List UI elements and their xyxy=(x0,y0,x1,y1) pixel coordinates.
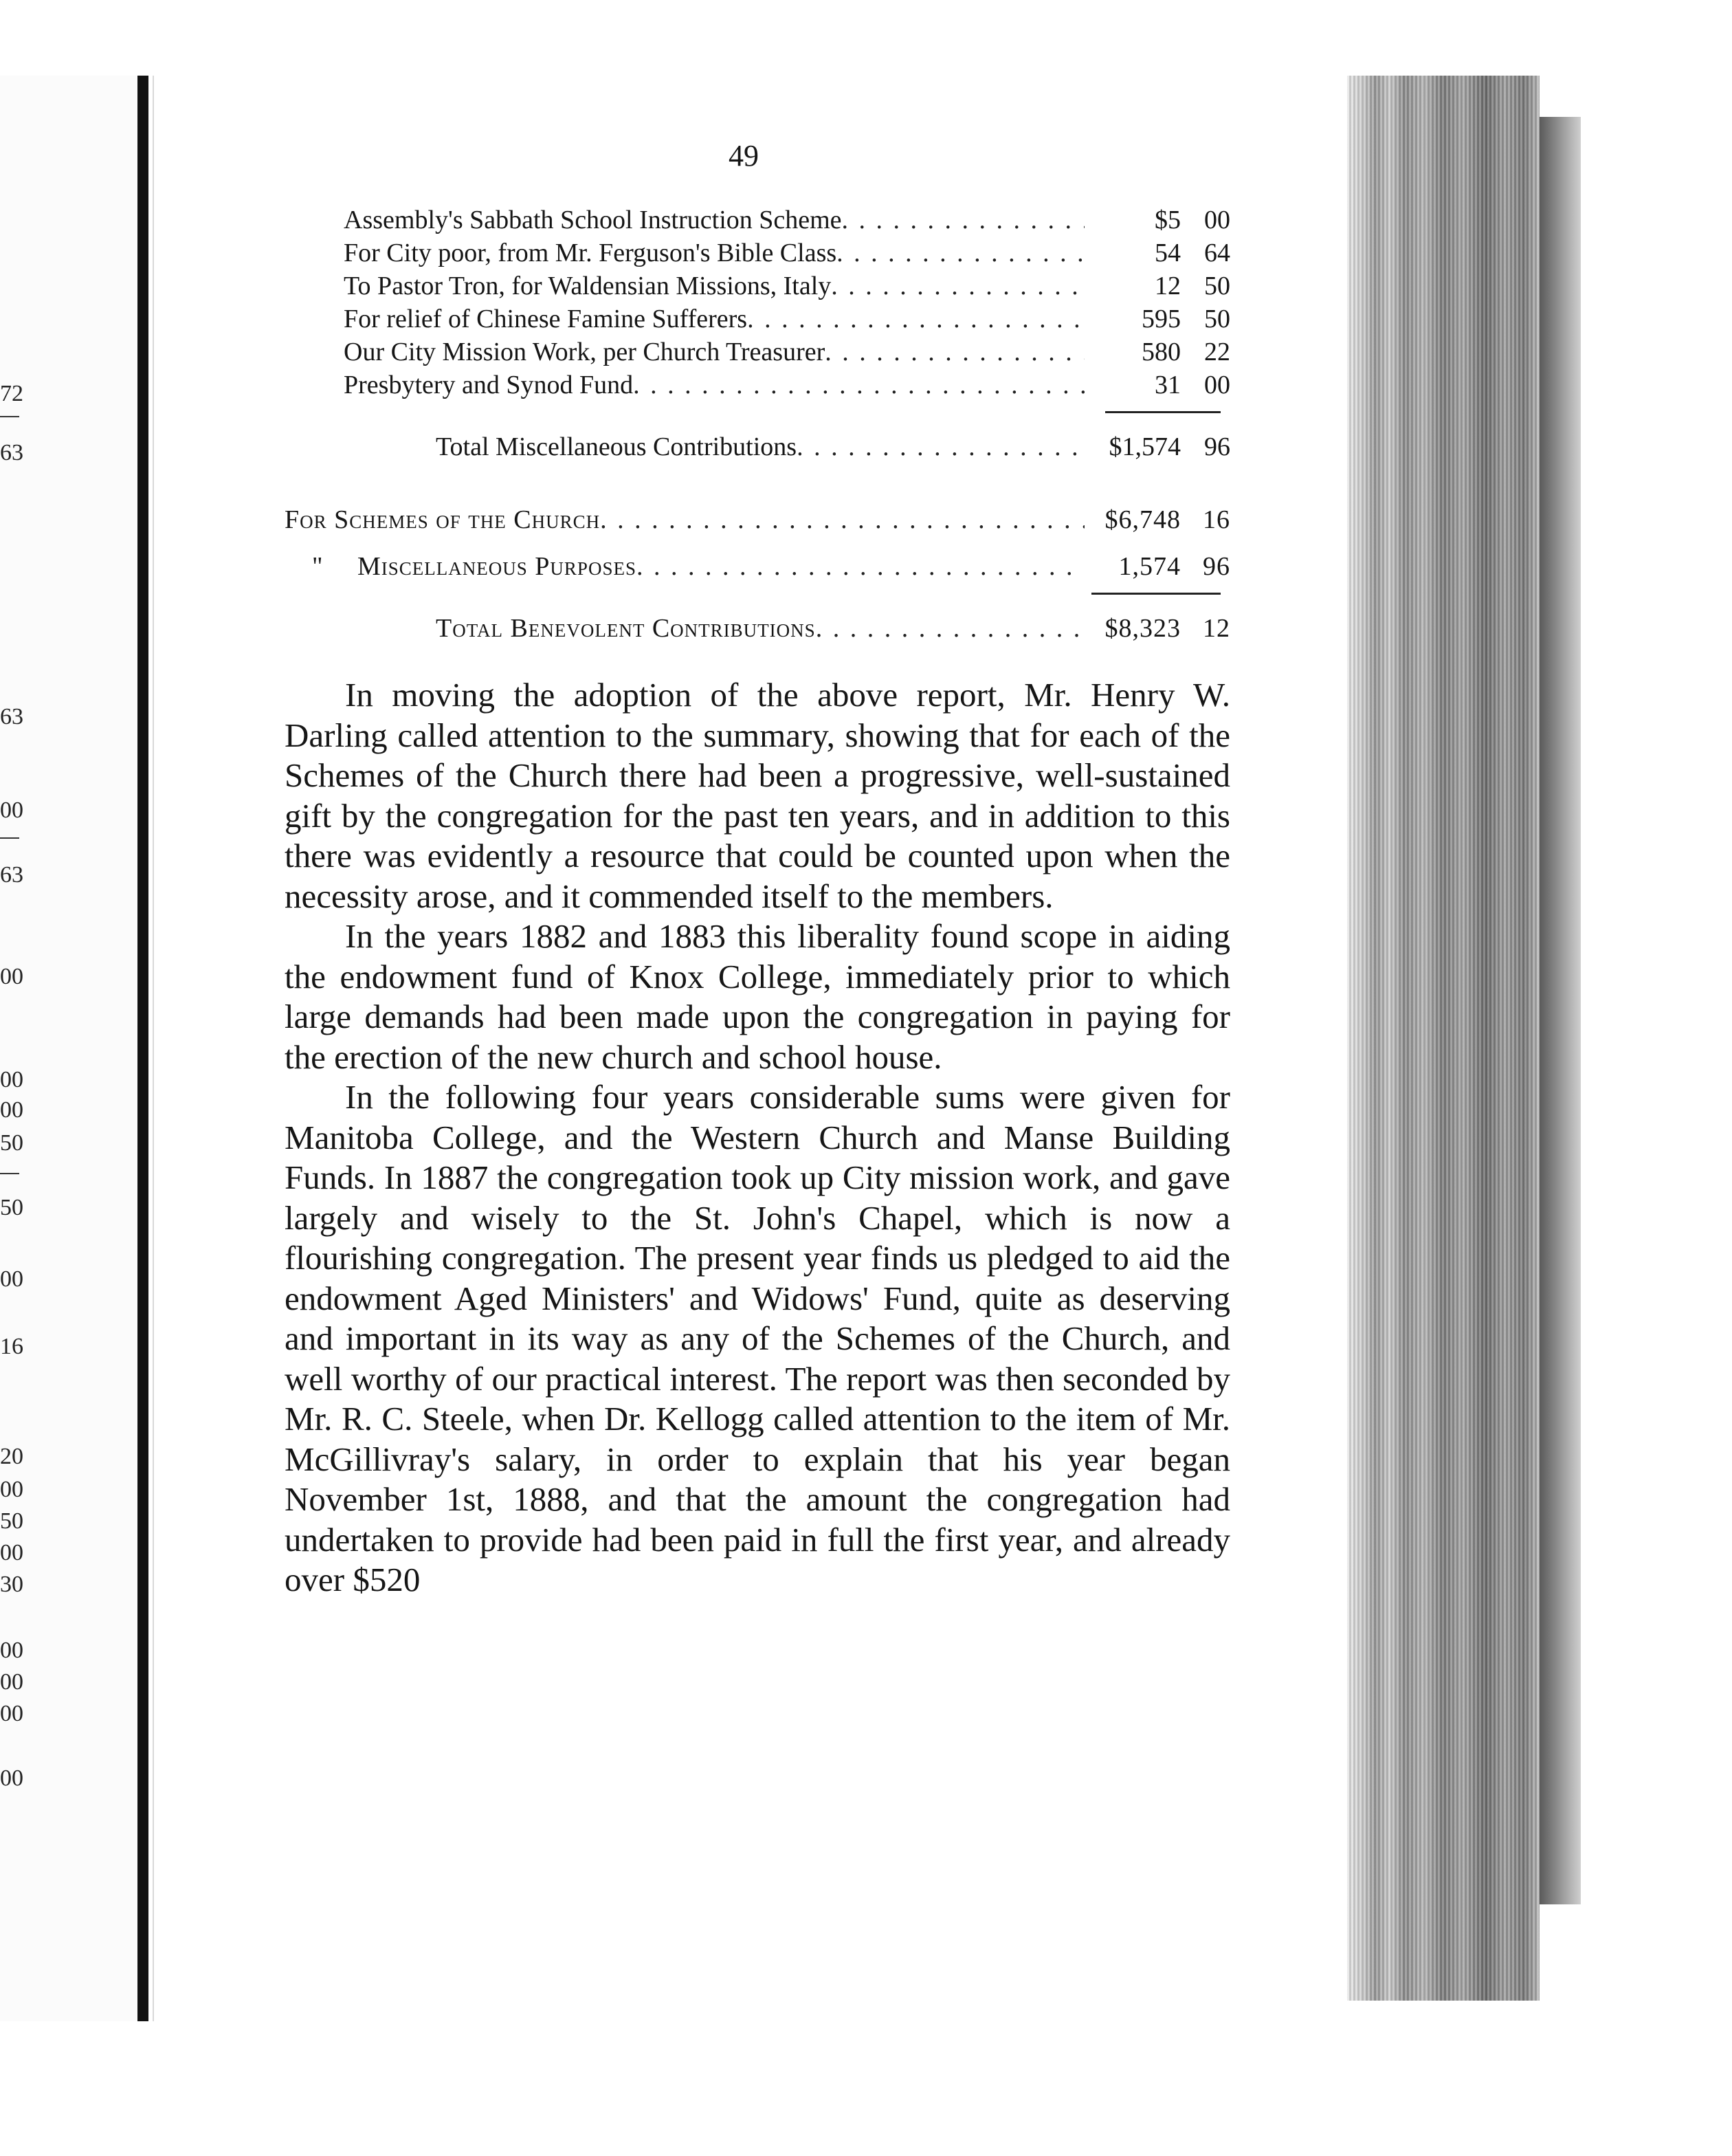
total-misc-row xyxy=(436,430,1230,463)
dot-leader xyxy=(831,270,1085,302)
margin-number: 20 xyxy=(0,1444,23,1469)
summary-dollars: $6,748 xyxy=(1104,505,1181,534)
margin-number: 00 xyxy=(0,1067,23,1092)
ledger-row xyxy=(344,204,1230,236)
margin-number: 63 xyxy=(0,862,23,888)
ledger-dollars: 580 xyxy=(1142,338,1181,366)
dot-leader xyxy=(842,204,1085,236)
dot-leader xyxy=(836,236,1085,270)
ledger-dollars: 12 xyxy=(1155,272,1181,300)
margin-number: 50 xyxy=(0,1195,23,1220)
margin-number: 50 xyxy=(0,1130,23,1156)
dot-leader xyxy=(797,430,1085,463)
body-text xyxy=(285,675,1230,1600)
summary-row xyxy=(285,503,1230,536)
ledger-dollars: 31 xyxy=(1155,371,1181,399)
previous-page-edge xyxy=(0,76,148,2021)
summary-cents: 96 xyxy=(1203,552,1230,581)
dot-leader xyxy=(816,612,1085,645)
margin-number: 72 xyxy=(0,381,23,406)
margin-rule xyxy=(0,1173,19,1174)
margin-number: 00 xyxy=(0,964,23,989)
ledger-dollars: 54 xyxy=(1155,239,1181,267)
summary-label: Miscellaneous Purposes xyxy=(357,552,636,581)
margin-number: 00 xyxy=(0,1266,23,1292)
paragraph: In moving the adoption of the above report, Mr. Henry W. Darling called attention to the summary, showing that for each of the Schemes of the Church there had been a progressive, well-sustained gift by the congregation for the past ten years, and in addition to this there was evidently a resource that could be counted upon when the necessity arose, and it commended itself to the members. xyxy=(285,676,1230,915)
margin-number: 00 xyxy=(0,1701,23,1726)
ledger-row xyxy=(344,368,1230,402)
margin-number: 63 xyxy=(0,704,23,729)
contributions-ledger xyxy=(344,204,1230,402)
margin-number: 00 xyxy=(0,1669,23,1695)
book-edge-shadow xyxy=(1540,117,1581,1904)
total-misc-label: Total Miscellaneous Contributions xyxy=(436,432,797,461)
margin-number: 16 xyxy=(0,1334,23,1359)
ledger-cents: 00 xyxy=(1204,371,1230,399)
summary-row xyxy=(312,550,1230,583)
total-benevolent-label: Total Benevolent Contributions xyxy=(436,614,816,643)
paragraph: In the years 1882 and 1883 this liberality found scope in aiding the endowment fund of Knox College, immediately prior to which large demands had been made upon the congregation in paying for the erection of the new church and school house. xyxy=(285,917,1230,1076)
ledger-label: For City poor, from Mr. Ferguson's Bible Class xyxy=(344,239,837,267)
dot-leader xyxy=(600,503,1085,536)
margin-number: 63 xyxy=(0,440,23,465)
margin-number: 00 xyxy=(0,1638,23,1663)
ledger-row xyxy=(344,336,1230,368)
ledger-label: To Pastor Tron, for Waldensian Missions, Italy xyxy=(344,272,832,300)
margin-number: 30 xyxy=(0,1572,23,1597)
total-rule xyxy=(1105,411,1221,413)
total-benevolent-cents: 12 xyxy=(1203,614,1230,643)
margin-rule xyxy=(0,416,19,417)
ledger-label: Presbytery and Synod Fund xyxy=(344,371,634,399)
ledger-cents: 22 xyxy=(1204,338,1230,366)
total-benevolent-dollars: $8,323 xyxy=(1104,614,1181,643)
ledger-dollars: 595 xyxy=(1142,305,1181,333)
margin-number: 00 xyxy=(0,1477,23,1502)
summary-label: For Schemes of the Church xyxy=(285,505,601,534)
ledger-row xyxy=(344,236,1230,270)
ledger-label: Our City Mission Work, per Church Treasurer xyxy=(344,338,825,366)
dot-leader xyxy=(747,302,1085,336)
total-misc-cents: 96 xyxy=(1204,432,1230,461)
total-benevolent-row xyxy=(436,612,1230,645)
ledger-row xyxy=(344,270,1230,302)
margin-number: 00 xyxy=(0,1540,23,1565)
total-rule xyxy=(1091,593,1221,595)
ledger-label: For relief of Chinese Famine Sufferers xyxy=(344,305,748,333)
summary-dollars: 1,574 xyxy=(1118,552,1181,581)
dot-leader xyxy=(633,368,1085,402)
ledger-cents: 50 xyxy=(1204,272,1230,300)
page-number: 49 xyxy=(729,139,759,173)
paragraph: In the following four years considerable sums were given for Manitoba College, and the Western Church and Manse Building Funds. In 1887 the congregation took up City mission work, and gave largely and wisely to the St. John's Chapel, which is now a flourishing congregation. The present year finds us pledged to aid the endowment Aged Ministers' and Widows' Fund, quite as deserving and important in its way as any of the Schemes of the Church, and well worthy of our practical interest. The report was then seconded by Mr. R. C. Steele, when Dr. Kellogg called attention to the item of Mr. McGillivray's salary, in order to explain that his year began November 1st, 1888, and that the amount the congregation had undertaken to provide had been paid in full the first year, and already over $520 xyxy=(285,1078,1230,1598)
margin-number: 00 xyxy=(0,1766,23,1791)
dot-leader xyxy=(825,336,1085,368)
ledger-row xyxy=(344,302,1230,336)
summary-cents: 16 xyxy=(1203,505,1230,534)
ditto-mark: " xyxy=(312,552,324,581)
ledger-label: Assembly's Sabbath School Instruction Scheme xyxy=(344,206,842,234)
margin-number: 00 xyxy=(0,798,23,823)
ledger-cents: 64 xyxy=(1204,239,1230,267)
ledger-dollars: $5 xyxy=(1155,206,1181,234)
dot-leader xyxy=(636,550,1085,583)
ledger-cents: 00 xyxy=(1204,206,1230,234)
book-block-edge xyxy=(1347,76,1540,2001)
margin-rule xyxy=(0,837,19,839)
ledger-cents: 50 xyxy=(1204,305,1230,333)
total-misc-dollars: $1,574 xyxy=(1109,432,1181,461)
margin-number: 00 xyxy=(0,1097,23,1123)
margin-number: 50 xyxy=(0,1508,23,1534)
